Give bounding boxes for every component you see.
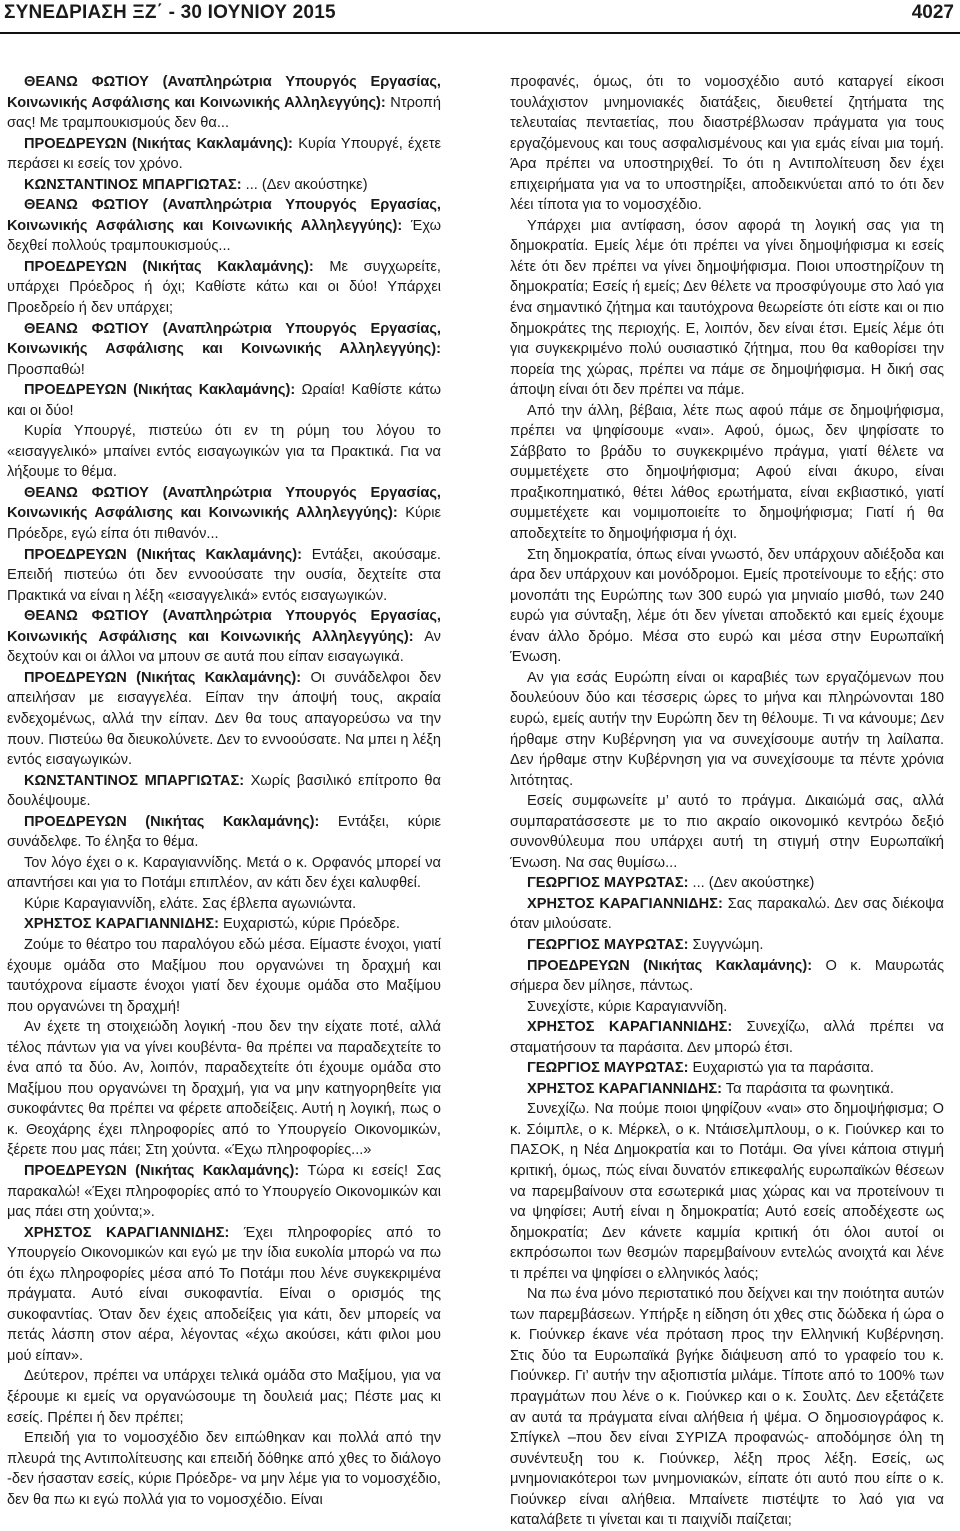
paragraph [7, 894, 441, 915]
speech-text: Τώρα κι εσείς! Σας παρακαλώ! «Έχει πληροφορίες από το Υπουργείο Οικονομικών και μας πάει στη χούντα;». [7, 1162, 441, 1221]
paragraph [510, 894, 944, 935]
speech-text: Κυρία Υπουργέ, πιστεύω ότι εν τη ρύμη του λόγου το «εισαγγελικό» μπαίνει εντός εισαγωγικών για τα Πρακτικά. Για να λήξουμε το θέμα. [7, 423, 441, 481]
left-column [7, 72, 441, 1510]
paragraph [7, 935, 441, 1017]
paragraph [7, 72, 441, 134]
speech-text: Έχω δεχθεί πολλούς τραμπουκισμούς... [7, 217, 441, 255]
speech-text: Επειδή για το νομοσχέδιο δεν ειπώθηκαν και πολλά από την πλευρά της Αντιπολίτευσης και επειδή δόθηκε από χθες το διάλογο -δεν ήσασταν εσείς, κύριε Πρόεδρε- να μην λέμε για το νομοσχέδιο, δεν θα πω κι εγώ πολλά για το νομοσχέδιο. Είναι [7, 1430, 441, 1508]
speech-text: Συνεχίστε, κύριε Καραγιαννίδη. [527, 998, 728, 1015]
speech-text: Στη δημοκρατία, όπως είναι γνωστό, δεν υπάρχουν αδιέξοδα και άρα δεν υπάρχουν και μονόδρομοι. Εμείς προτείνουμε το εξής: στο μονοπάτι της Ευρώπης των 300 ευρώ για μηνιαίο μισθό, των 240 ευρώ για σύνταξη, λέμε ότι δεν γίνεται αποδεκτό και εμείς έχουμε έναν άλλο δρόμο. Μέσα στο ευρώ και μέσα στην Ευρωπαϊκή Ένωση. [510, 546, 944, 666]
right-column [510, 72, 944, 1531]
paragraph [7, 195, 441, 257]
speech-text: Ο κ. Μαυρωτάς σήμερα δεν μίλησε, πάντως. [510, 957, 944, 995]
speech-text: Αν έχετε τη στοιχειώδη λογική -που δεν την είχατε ποτέ, αλλά τέλος πάντων για να γίνει κουβέντα- θα πρέπει να παραδεχτείτε το ένα από τα δύο. Αν, λοιπόν, παραδεχτείτε ότι έχουμε ομάδα στο Μαξίμου που οργανώνει τη δραχμή, για να μην κατηγορηθείτε για συκοφάντες θα πρέπει να φέρετε αποδείξεις. Αυτή η λογική, πως ο κ. Θεοχάρης έχει πληροφορίες από το Υπουργείο Οικονομικών, ξέρετε που μας πάει; Στη χούντα. «Έχω πληροφορίες...» [7, 1019, 441, 1159]
speech-text: ... (Δεν ακούστηκε) [688, 875, 815, 892]
speaker-name: ΠΡΟΕΔΡΕΥΩΝ (Νικήτας Κακλαμάνης): [24, 258, 314, 275]
speaker-name: ΚΩΝΣΤΑΝΤΙΝΟΣ ΜΠΑΡΓΙΩΤΑΣ: [24, 176, 242, 193]
speech-text: Κύριε Καραγιαννίδη, ελάτε. Σας έβλεπα αγωνιώντα. [24, 895, 357, 912]
speaker-name: ΧΡΗΣΤΟΣ ΚΑΡΑΓΙΑΝΝΙΔΗΣ: [24, 916, 219, 933]
page-number: 4027 [911, 2, 954, 23]
speech-text: Με συγχωρείτε, υπάρχει Πρόεδρος ή όχι; Καθίστε κάτω και οι δύο! Υπάρχει Προεδρείο ή δεν υπάρχει; [7, 258, 441, 317]
paragraph [7, 668, 441, 771]
speech-text: ... (Δεν ακούστηκε) [241, 176, 368, 193]
speaker-name: ΘΕΑΝΩ ΦΩΤΙΟΥ (Αναπληρώτρια Υπουργός Εργασίας, Κοινωνικής Ασφάλισης και Κοινωνικής Αλληλεγγύης): [7, 320, 441, 358]
paragraph [510, 935, 944, 956]
paragraph [7, 175, 441, 196]
paragraph [510, 1058, 944, 1079]
paragraph [7, 853, 441, 894]
paragraph [510, 216, 944, 401]
paragraph [510, 1079, 944, 1100]
speaker-name: ΠΡΟΕΔΡΕΥΩΝ (Νικήτας Κακλαμάνης): [24, 813, 320, 830]
speech-text: Αν για εσάς Ευρώπη είναι οι καραβιές των εργαζόμενων που δουλεύουν δύο και τέσσερις ώρες το μήνα και πληρώνονται 180 ευρώ, εμείς αυτήν την Ευρώπη δεν τη θέλουμε. Τι να κάνουμε; Δεν ήρθαμε στην Κυβέρνηση για να συνεχίσουμε αυτήν τη λαίλαπα. Δεν ήρθαμε στην Κυβέρνηση για να συνεχίσουμε τα πέντε χρόνια λιτότητας. [510, 669, 944, 789]
speaker-name: ΚΩΝΣΤΑΝΤΙΝΟΣ ΜΠΑΡΓΙΩΤΑΣ: [24, 772, 245, 789]
paragraph [510, 72, 944, 216]
paragraph [7, 545, 441, 607]
paragraph [7, 1428, 441, 1510]
speech-text: Να πω ένα μόνο περιστατικό που δείχνει και την ποιότητα αυτών των παρεμβάσεων. Υπήρξε η είδηση ότι χθες στις δώδεκα ή ώρα ο κ. Γιούνκερ έκανε νέα πρόταση προς την Ελληνική Κυβέρνηση. Στις δύο τα Ευρωπαϊκά βγήκε διάψευση από το γραφείο του κ. Γιούνκερ. Γι’ αυτήν την αξιοπιστία μιλάμε. Τίποτε από το 100% των πραγμάτων που λένε ο κ. Γιούνκερ και ο κ. Σουλτς. Δεν εξετάζετε αν αυτά τα πράγματα είναι αλήθεια ή ψέμα. Ο δημοσιογράφος κ. Σπίγκελ –που δεν είναι ΣΥΡΙΖΑ προφανώς- αποδόμησε όλη τη συνέντευξη του κ. Γιούνκερ, λέξη προς λέξη. Εσείς, ως μνημονιακότεροι των μνημονιακών, είπατε ότι αυτό που είπε ο κ. Γιούνκερ είναι αλήθεια. Μπαίνετε πιστέψτε το λαό για να καταλάβετε τι γίνεται και τι παιχνίδι παίζεται; [510, 1286, 944, 1529]
speech-text: Ζούμε το θέατρο του παραλόγου εδώ μέσα. Είμαστε ένοχοι, γιατί έχουμε ομάδα στο Μαξίμου που οργανώνει τη δραχμή και ταυτόχρονα είμαστε ένοχοι γιατί δεν έχουμε ομάδα στο Μαξίμου που οργανώνει τη δραχμή! [7, 936, 441, 1015]
speech-text: Υπάρχει μια αντίφαση, όσον αφορά τη λογική σας για τη δημοκρατία. Εμείς λέμε ότι πρέπει να γίνει δημοψήφισμα κι εσείς λέτε ότι δεν πρέπει να γίνει δημοψήφισμα. Ποιοι υποστηρίζουν τη δημοκρατία; Εσείς ή εμείς; Δεν θέλετε να προσφύγουμε στο λαό για ένα σημαντικό ζήτημα και ταυτόχρονα θεωρείστε ότι είστε και οι πιο δημοκράτες της περιοχής. Ε, λοιπόν, δεν είναι έτσι. Εμείς λέμε ότι για συγκεκριμένο πολύ ουσιαστικό ζήτημα, που θα καθορίσει την πορεία της χώρας, πρέπει να πάμε σε δημοψήφισμα. Η δική σας άποψη είναι ότι δεν πρέπει να πάμε. [510, 217, 944, 399]
paragraph [7, 421, 441, 483]
speech-text: Εσείς συμφωνείτε μ’ αυτό το πράγμα. Δικαιώμά σας, αλλά συμπαρατάσσεστε με το πιο ακραίο οικονομικό κεντρόω δεξιό συνονθύλευμα που υπάρχει αυτή τη στιγμή στην Ευρωπαϊκή Ένωση. Να σας θυμίσω... [510, 793, 944, 871]
paragraph [510, 997, 944, 1018]
speech-text: Ωραία! Καθίστε κάτω και οι δύο! [7, 382, 441, 419]
speaker-name: ΠΡΟΕΔΡΕΥΩΝ (Νικήτας Κακλαμάνης): [24, 546, 302, 563]
paragraph [7, 257, 441, 319]
speech-text: Κύριε Πρόεδρε, εγώ είπα ότι πιθανόν... [7, 505, 441, 543]
paragraph [7, 771, 441, 812]
speaker-name: ΠΡΟΕΔΡΕΥΩΝ (Νικήτας Κακλαμάνης): [24, 382, 296, 399]
speaker-name: ΧΡΗΣΤΟΣ ΚΑΡΑΓΙΑΝΝΙΔΗΣ: [527, 895, 723, 912]
paragraph [7, 1161, 441, 1223]
speaker-name: ΘΕΑΝΩ ΦΩΤΙΟΥ (Αναπληρώτρια Υπουργός Εργασίας, Κοινωνικής Ασφάλισης και Κοινωνικής Αλληλεγγύης): [7, 608, 441, 645]
speaker-name: ΘΕΑΝΩ ΦΩΤΙΟΥ (Αναπληρώτρια Υπουργός Εργασίας, Κοινωνικής Ασφάλισης και Κοινωνικής Αλληλεγγύης): [7, 484, 441, 522]
paragraph [510, 401, 944, 545]
speaker-name: ΧΡΗΣΤΟΣ ΚΑΡΑΓΙΑΝΝΙΔΗΣ: [24, 1224, 230, 1241]
page-header [0, 0, 960, 34]
paragraph [7, 483, 441, 545]
speaker-name: ΓΕΩΡΓΙΟΣ ΜΑΥΡΩΤΑΣ: [527, 875, 689, 892]
speaker-name: ΠΡΟΕΔΡΕΥΩΝ (Νικήτας Κακλαμάνης): [527, 957, 813, 974]
speech-text: Συνεχίζω, αλλά πρέπει να σταματήσουν τα παράσιτα. Δεν μπορώ έτσι. [510, 1019, 944, 1056]
speaker-name: ΠΡΟΕΔΡΕΥΩΝ (Νικήτας Κακλαμάνης): [24, 1162, 300, 1179]
speech-text: Προσπαθώ! [7, 361, 85, 378]
paragraph [510, 1099, 944, 1284]
paragraph [7, 812, 441, 853]
speech-text: Εντάξει, κύριε συνάδελφε. Το έληξα το θέμα. [7, 813, 441, 851]
speaker-name: ΠΡΟΕΔΡΕΥΩΝ (Νικήτας Κακλαμάνης): [24, 135, 293, 152]
speaker-name: ΧΡΗΣΤΟΣ ΚΑΡΑΓΙΑΝΝΙΔΗΣ: [527, 1019, 733, 1036]
paragraph [7, 1366, 441, 1428]
speech-text: Ευχαριστώ για τα παράσιτα. [688, 1060, 874, 1077]
speech-text: Χωρίς βασιλικό επίτροπο θα δουλέψουμε. [7, 772, 441, 810]
paragraph [7, 134, 441, 175]
speech-text: Εντάξει, ακούσαμε. Επειδή πιστεύω ότι δεν εννοούσατε την ουσία, δεχτείτε στα Πρακτικά να είναι η λέξη «εισαγγελικά» εντός εισαγωγικών. [7, 546, 441, 604]
speech-text: προφανές, όμως, ότι το νομοσχέδιο αυτό καταργεί είκοσι τουλάχιστον μνημονιακές διατάξεις, διευθετεί ζητήματα της τελευταίας πενταετίας, που διαστρέβλωσαν πράγματα για τους εργαζόμενους και τους ασφαλισμένους και για εμάς είναι μια τομή. Άρα πρέπει να υποστηριχθεί. Το ότι η Αντιπολίτευση δεν έχει επιχειρήματα για να το υποστηρίξει, αποδεικνύεται από το ότι δεν λέει τίποτα για το νομοσχέδιο. [510, 74, 944, 214]
speaker-name: ΘΕΑΝΩ ΦΩΤΙΟΥ (Αναπληρώτρια Υπουργός Εργασίας, Κοινωνικής Ασφάλισης και Κοινωνικής Αλληλεγγύης): [7, 74, 441, 111]
speech-text: Κυρία Υπουργέ, έχετε περάσει κι εσείς τον χρόνο. [7, 135, 441, 173]
speech-text: Αν δεχτούν και οι άλλοι να μπουν σε αυτά που είπαν εισαγωγικά. [7, 628, 441, 666]
paragraph [7, 1223, 441, 1367]
paragraph [7, 380, 441, 421]
paragraph [510, 1284, 944, 1531]
speaker-name: ΓΕΩΡΓΙΟΣ ΜΑΥΡΩΤΑΣ: [527, 936, 689, 953]
speech-text: Από την άλλη, βέβαια, λέτε πως αφού πάμε σε δημοψήφισμα, πρέπει να ψηφίσουμε «ναι». Αφού, όμως, δεν ψηφίσατε το Σάββατο το βράδυ το συγκεκριμένο πράγμα, γιατί θέλετε να συμμετέχετε στο δημοψήφισμα; Αφού είναι άκυρο, είναι πραξικοπηματικό, θέτει λάθος ερωτήματα, είναι εκβιαστικό, γιατί συμμετέχετε και νομιμοποιείτε το δημοψήφισμα; Γιατί ή θα αποδεχτείτε το δημοψήφισμα ή όχι. [510, 402, 944, 543]
speaker-name: ΓΕΩΡΓΙΟΣ ΜΑΥΡΩΤΑΣ: [527, 1060, 689, 1077]
speech-text: Συνεχίζω. Να πούμε ποιοι ψηφίζουν «ναι» στο δημοψήφισμα; Ο κ. Σόιμπλε, ο κ. Μέρκελ, ο κ. Ντάισελμπλουμ, ο κ. Γιούνκερ και το ΠΑΣΟΚ, η Νέα Δημοκρατία και το Ποτάμι. Θα γίνει κάποια στιγμή κριτική, όμως, πώς είναι δυνατόν επικεφαλής ευρωπαϊκών θέσεων να παρεμβαίνουν στα εσωτερικά μιας χώρας και να προτείνουν τι να ψηφίσει; Αυτή είναι η δημοκρατία; Αυτό εσείς αποδέχεστε ως δημοκρατία; Δεν κάνετε καμμία κριτική ότι όλοι αυτοί οι εκπρόσωποι των θεσμών παρεμβαίνουν εντελώς ανοιχτά και λένε τι πρέπει να ψηφίσει ο ελληνικός λαός; [510, 1101, 944, 1282]
paragraph [7, 606, 441, 668]
speech-text: Συγγνώμη. [688, 936, 764, 953]
speaker-name: ΠΡΟΕΔΡΕΥΩΝ (Νικήτας Κακλαμάνης): [24, 669, 302, 686]
speech-text: Τον λόγο έχει ο κ. Καραγιαννίδης. Μετά ο κ. Ορφανός μπορεί να απαντήσει και για το Ποτάμι επιπλέον, αν κάτι δεν έχει καλυφθεί. [7, 854, 441, 892]
speaker-name: ΘΕΑΝΩ ΦΩΤΙΟΥ (Αναπληρώτρια Υπουργός Εργασίας, Κοινωνικής Ασφάλισης και Κοινωνικής Αλληλεγγύης): [7, 197, 441, 234]
speech-text: Έχει πληροφορίες από το Υπουργείο Οικονομικών και εγώ με την ίδια ευκολία μπορώ να πω ότι έχω πληροφορίες μέσα από Το Ποτάμι που λένε συγκεκριμένα πράγματα. Αυτό είναι συκοφαντία. Είναι ο ορισμός της συκοφαντίας. Όταν δεν έχεις αποδείξεις για κάτι, δεν μπορείς να πετάς λάσπη στον αέρα, λέγοντας «έχω ακούσει, κάτι φιλοι μου μού είπαν». [7, 1224, 441, 1364]
paragraph [7, 319, 441, 381]
speech-text: Σας παρακαλώ. Δεν σας διέκοψα όταν μιλούσατε. [510, 895, 944, 933]
speaker-name: ΧΡΗΣΤΟΣ ΚΑΡΑΓΙΑΝΝΙΔΗΣ: [527, 1080, 722, 1097]
paragraph [510, 668, 944, 791]
paragraph [7, 1017, 441, 1161]
speech-text: Οι συνάδελφοι δεν απειλήσαν με εισαγγελέα. Είπαν την άποψή τους, ακραία ενδεχομένως, αλλά την είπαν. Δεν θα τους απαγορεύσω να την πουν. Πιστεύω θα διευκολύνετε. Δεν το εννοούσατε. Να μπει η λέξη εντός εισαγωγικών. [7, 669, 442, 769]
paragraph [510, 873, 944, 894]
speech-text: Ευχαριστώ, κύριε Πρόεδρε. [219, 916, 400, 933]
paragraph [7, 914, 441, 935]
session-title: ΣΥΝΕΔΡΙΑΣΗ ΞΖ΄ - 30 ΙΟΥΝΙΟΥ 2015 [4, 2, 336, 23]
paragraph [510, 1017, 944, 1058]
paragraph [510, 956, 944, 997]
paragraph [510, 791, 944, 873]
speech-text: Δεύτερον, πρέπει να υπάρχει τελικά ομάδα στο Μαξίμου, για να ξέρουμε κι εμείς να οργανώσουμε τη δουλειά μας; Πέστε μας κι εσείς. Πρέπει ή δεν πρέπει; [7, 1368, 441, 1426]
speech-text: Ντροπή σας! Με τραμπουκισμούς δεν θα... [7, 94, 441, 132]
paragraph [510, 545, 944, 668]
speech-text: Τα παράσιτα τα φωνητικά. [722, 1080, 894, 1097]
